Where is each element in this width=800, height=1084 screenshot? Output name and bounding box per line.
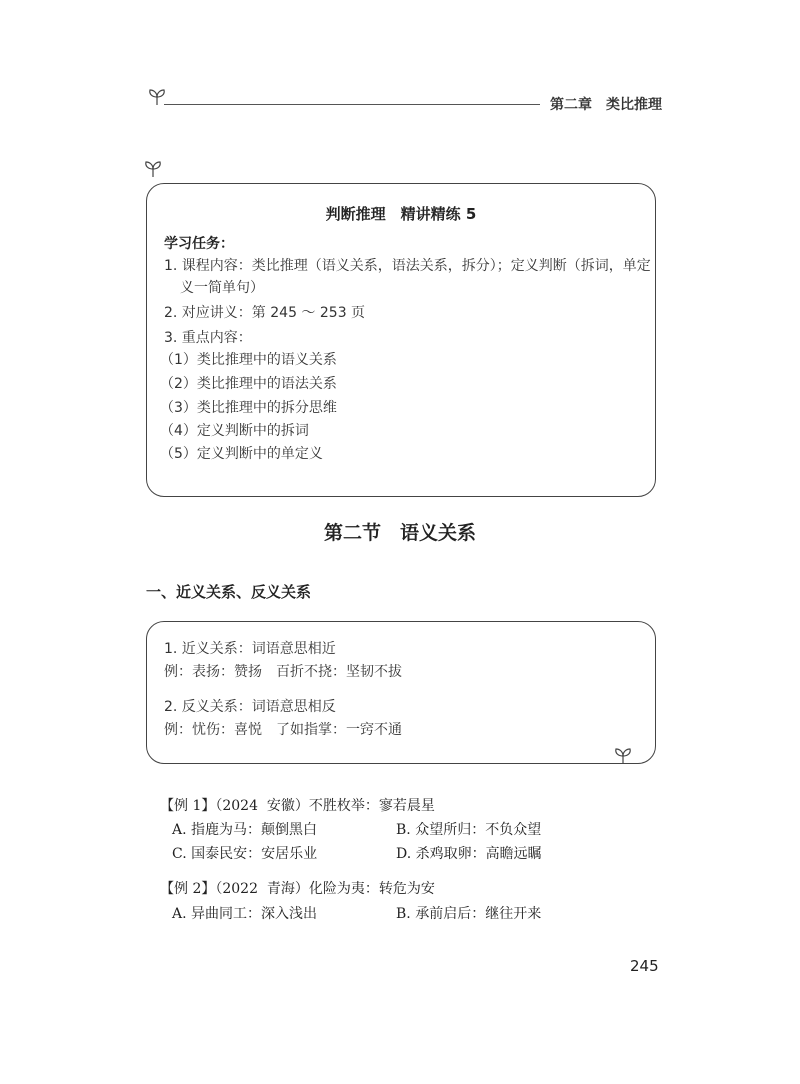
chapter-title: 第二章 类比推理 bbox=[550, 97, 662, 113]
antonym-definition: 2. 反义关系：词语意思相反 bbox=[164, 699, 336, 715]
synonym-example: 例：表扬：赞扬 百折不挠：坚韧不拔 bbox=[164, 664, 402, 680]
task-line: 2. 对应讲义：第 245 ～ 253 页 bbox=[164, 305, 366, 321]
example-stem: 【例 2】（2022 青海）化险为夷：转危为安 bbox=[160, 881, 435, 897]
option-b: B. 承前启后：继往开来 bbox=[396, 906, 542, 922]
task-line: 义一简单句） bbox=[180, 280, 264, 296]
task-line: （3）类比推理中的拆分思维 bbox=[160, 400, 337, 416]
page-number: 245 bbox=[630, 957, 659, 975]
option-d: D. 杀鸡取卵：高瞻远瞩 bbox=[396, 846, 542, 862]
task-line: 3. 重点内容： bbox=[164, 330, 252, 346]
task-line: （2）类比推理中的语法关系 bbox=[160, 376, 337, 392]
task-line: （5）定义判断中的单定义 bbox=[160, 446, 323, 462]
option-a: A. 指鹿为马：颠倒黑白 bbox=[172, 822, 318, 838]
antonym-example: 例：忧伤：喜悦 了如指掌：一窍不通 bbox=[164, 722, 402, 738]
option-a: A. 异曲同工：深入浅出 bbox=[172, 906, 318, 922]
task-label: 学习任务： bbox=[164, 236, 234, 252]
subheading: 一、近义关系、反义关系 bbox=[146, 583, 312, 601]
task-box-title: 判断推理 精讲精练 5 bbox=[325, 205, 477, 223]
task-line: （1）类比推理中的语义关系 bbox=[160, 352, 337, 368]
task-line: （4）定义判断中的拆词 bbox=[160, 423, 309, 439]
option-c: C. 国泰民安：安居乐业 bbox=[172, 846, 318, 862]
header-rule bbox=[164, 104, 540, 105]
example-stem: 【例 1】（2024 安徽）不胜枚举：寥若晨星 bbox=[160, 798, 435, 814]
sprout-icon bbox=[142, 160, 164, 178]
task-line: 1. 课程内容：类比推理（语义关系，语法关系，拆分）；定义判断（拆词，单定 bbox=[164, 258, 651, 274]
sprout-icon bbox=[612, 747, 634, 765]
synonym-definition: 1. 近义关系：词语意思相近 bbox=[164, 641, 336, 657]
section-title: 第二节 语义关系 bbox=[323, 522, 476, 544]
option-b: B. 众望所归：不负众望 bbox=[396, 822, 542, 838]
